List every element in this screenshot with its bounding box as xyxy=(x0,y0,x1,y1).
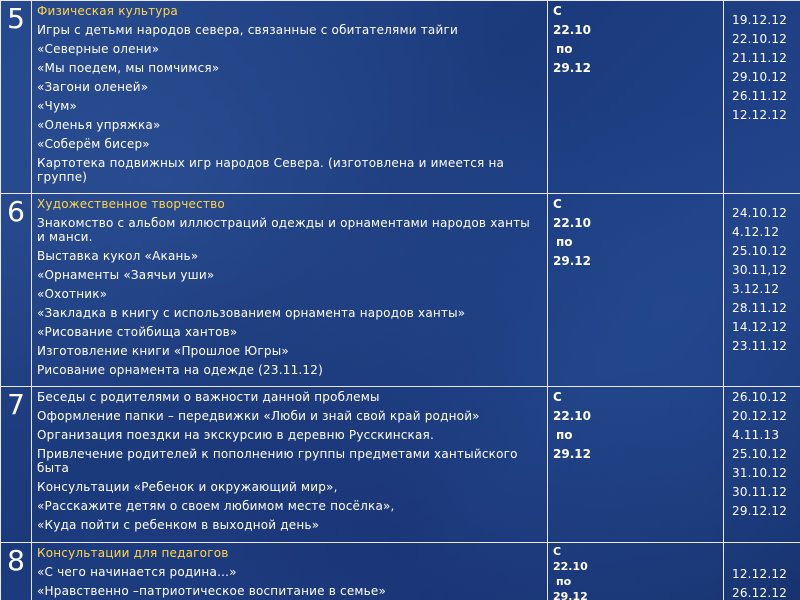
table-row xyxy=(1,194,800,387)
date-value: 24.10.12 xyxy=(732,206,788,220)
period-cell xyxy=(548,194,724,387)
activity-line: «Соберём бисер» xyxy=(37,137,150,151)
period-cell xyxy=(548,543,724,600)
activity-line: Знакомство с альбом иллюстраций одежды и орнаментами народов ханты и манси. xyxy=(37,216,530,244)
date-value: 4.12.12 xyxy=(732,225,780,239)
period-cell xyxy=(548,387,724,543)
date-value: 31.10.12 xyxy=(732,466,788,480)
activity-cell xyxy=(32,194,548,387)
activity-line: «Мы поедем, мы помчимся» xyxy=(37,61,220,75)
dates-cell xyxy=(724,543,800,600)
period-to-label: по xyxy=(556,575,572,588)
activity-cell xyxy=(32,1,548,194)
activity-line: «Оленья упряжка» xyxy=(37,118,161,132)
activity-line: Оформление папки – передвижки «Люби и знай свой край родной» xyxy=(37,409,480,423)
activity-cell xyxy=(32,543,548,600)
period-end: 29.12 xyxy=(553,590,588,600)
date-value: 25.10.12 xyxy=(732,244,788,258)
activity-line: Организация поездки на экскурсию в деревню Русскинская. xyxy=(37,428,434,442)
activity-line: «Закладка в книгу с использованием орнамента народов ханты» xyxy=(37,306,466,320)
date-value: 25.10.12 xyxy=(732,447,788,461)
period-start: 22.10 xyxy=(553,216,591,230)
activity-line: Консультации «Ребенок и окружающий мир», xyxy=(37,480,338,494)
activity-line: «С чего начинается родина…» xyxy=(37,565,237,579)
period-start: 22.10 xyxy=(553,23,591,37)
date-value: 29.12.12 xyxy=(732,504,788,518)
period-from-label: С xyxy=(553,390,562,404)
date-value: 23.11.12 xyxy=(732,339,788,353)
date-value: 30.11,12 xyxy=(732,263,788,277)
date-value: 4.11.13 xyxy=(732,428,780,442)
period-to-label: по xyxy=(556,235,573,249)
period-to-label: по xyxy=(556,428,573,442)
activity-line: «Чум» xyxy=(37,99,78,113)
activity-line: Рисование орнамента на одежде (23.11.12) xyxy=(37,363,323,377)
date-value: 20.12.12 xyxy=(732,409,788,423)
activity-line: «Орнаменты «Заячьи уши» xyxy=(37,268,215,282)
date-value: 30.11.12 xyxy=(732,485,788,499)
activity-line: Изготовление книги «Прошлое Югры» xyxy=(37,344,289,358)
period-cell xyxy=(548,1,724,194)
date-value: 21.11.12 xyxy=(732,51,788,65)
date-value: 28.11.12 xyxy=(732,301,788,315)
period-end: 29.12 xyxy=(553,61,591,75)
activity-line: Выставка кукол «Акань» xyxy=(37,249,199,263)
period-start: 22.10 xyxy=(553,560,588,573)
section-title: Художественное творчество xyxy=(37,197,225,211)
date-value: 3.12.12 xyxy=(732,282,780,296)
date-value: 29.10.12 xyxy=(732,70,788,84)
date-value: 26.12.12 xyxy=(732,586,788,600)
date-value: 14.12.12 xyxy=(732,320,788,334)
period-to-label: по xyxy=(556,42,573,56)
activity-line: Игры с детьми народов севера, связанные с обитателями тайги xyxy=(37,23,458,37)
date-value: 26.11.12 xyxy=(732,89,788,103)
date-value: 26.10.12 xyxy=(732,390,788,404)
activity-line: «Охотник» xyxy=(37,287,108,301)
activity-line: «Загони оленей» xyxy=(37,80,149,94)
row-number: 5 xyxy=(1,1,32,194)
activity-line: «Расскажите детям о своем любимом месте посёлка», xyxy=(37,499,395,513)
row-number: 7 xyxy=(1,387,32,543)
period-end: 29.12 xyxy=(553,447,591,461)
activity-line: Беседы с родителями о важности данной проблемы xyxy=(37,390,380,404)
activity-line: «Северные олени» xyxy=(37,42,160,56)
section-title: Консультации для педагогов xyxy=(37,546,229,560)
table-row xyxy=(1,543,800,600)
table-row xyxy=(1,1,800,194)
row-number: 6 xyxy=(1,194,32,387)
date-value: 19.12.12 xyxy=(732,13,788,27)
period-start: 22.10 xyxy=(553,409,591,423)
activity-line: «Рисование стойбища хантов» xyxy=(37,325,238,339)
dates-cell xyxy=(724,1,800,194)
period-from-label: С xyxy=(553,4,562,18)
activity-line: Привлечение родителей к пополнению группы предметами хантыйского быта xyxy=(37,447,518,475)
date-value: 12.12.12 xyxy=(732,108,788,122)
activity-line: «Куда пойти с ребенком в выходной день» xyxy=(37,518,320,532)
activity-line: Картотека подвижных игр народов Севера. (изготовлена и имеется на группе) xyxy=(37,156,505,184)
date-value: 22.10.12 xyxy=(732,32,788,46)
table-row xyxy=(1,387,800,543)
date-value: 12.12.12 xyxy=(732,567,788,581)
row-number: 8 xyxy=(1,543,32,600)
period-from-label: С xyxy=(553,197,562,211)
activity-cell xyxy=(32,387,548,543)
activity-line: «Нравственно –патриотическое воспитание в семье» xyxy=(37,584,387,598)
dates-cell xyxy=(724,387,800,543)
period-end: 29.12 xyxy=(553,254,591,268)
dates-cell xyxy=(724,194,800,387)
period-from-label: С xyxy=(553,545,562,558)
section-title: Физическая культура xyxy=(37,4,178,18)
